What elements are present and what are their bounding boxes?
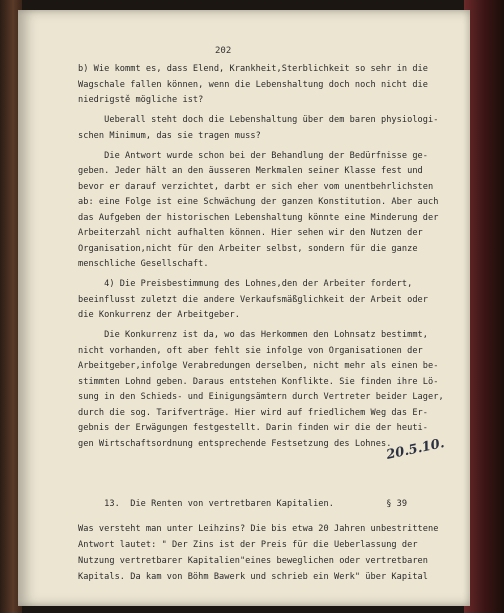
text-line: sung in den Schieds- und Einigungsämtern durch Vertreter beider Lager, xyxy=(78,392,444,402)
text-line: Antwort lautet: " Der Zins ist der Preis für die Ueberlassung der xyxy=(78,540,418,550)
text-line: das Aufgeben der historischen Lebenshaltung könnte eine Minderung der xyxy=(78,212,439,223)
text-line: Organisation,nicht für den Arbeiter selbst, sondern für die ganze xyxy=(78,243,418,254)
text-line: Arbeitgeber,infolge Verabredungen derselben, nicht mehr als einen be- xyxy=(78,361,439,371)
book-cover-edge xyxy=(464,0,504,613)
text-line: ab: eine Folge ist eine Schwächung der ganzen Konstitution. Aber auch xyxy=(78,197,439,207)
text-line: geben. Jeder hält an den äusseren Merkmalen seiner Klasse fest und xyxy=(78,166,423,176)
text-line: Arbeiterzahl nicht aufhalten können. Hier sehen wir den Nutzen der xyxy=(78,228,423,238)
text-line: 4) Die Preisbestimmung des Lohnes,den der Arbeiter fordert, xyxy=(78,279,413,289)
text-line: stimmten Lohnd geben. Daraus entstehen Konflikte. Sie finden ihre Lö- xyxy=(78,376,439,387)
text-line: Die Antwort wurde schon bei der Behandlung der Bedürfnisse ge- xyxy=(78,150,428,161)
text-line: gen Wirtschaftsordnung entsprechende Festsetzung des Lohnes. xyxy=(78,438,392,449)
text-line: gebnis der Erwägungen festgestellt. Darin finden wir die der heuti- xyxy=(78,423,428,433)
text-line: durch die sog. Tarifverträge. Hier wird auf friedlichem Weg das Er- xyxy=(78,407,428,418)
text-line: die Konkurrenz der Arbeitgeber. xyxy=(78,310,240,320)
text-line: schen Minimum, das sie tragen muss? xyxy=(78,130,261,141)
text-line: niedrigstě mögliche ist? xyxy=(78,95,204,105)
text-line: Wagschale fallen können, wenn die Lebenshaltung doch noch nicht die xyxy=(78,79,428,90)
document-page xyxy=(18,10,470,606)
text-line: b) Wie kommt es, dass Elend, Krankheit,Sterblichkeit so sehr in die xyxy=(78,64,428,74)
text-line: beeinflusst zuletzt die andere Verkaufsmäßglichkeit der Arbeit oder xyxy=(78,294,428,305)
text-line: Kapitals. Da kam von Böhm Bawerk und schrieb ein Werk" über Kapital xyxy=(78,572,428,582)
page-number: 202 xyxy=(215,46,232,56)
text-line: Ueberall steht doch die Lebenshaltung über dem baren physiologi- xyxy=(78,115,439,125)
text-line: Die Konkurrenz ist da, wo das Herkommen den Lohnsatz bestimmt, xyxy=(78,330,428,340)
text-line: bevor er darauf verzichtet, darbt er sich eher vom unentbehrlichsten xyxy=(78,181,434,192)
text-line: Was versteht man unter Leihzins? Die bis etwa 20 Jahren unbestrittene xyxy=(78,524,439,534)
text-line: menschliche Gesellschaft. xyxy=(78,259,209,269)
handwritten-date-note: 20.5.10. xyxy=(385,436,446,463)
text-line: 13. Die Renten von vertretbaren Kapitalien. § 39 xyxy=(78,499,408,509)
text-line: Nutzung vertretbarer Kapitalien"eines beweglichen oder vertretbaren xyxy=(78,556,428,566)
text-line: nicht vorhanden, oft aber fehlt sie infolge von Organisationen der xyxy=(78,345,423,356)
